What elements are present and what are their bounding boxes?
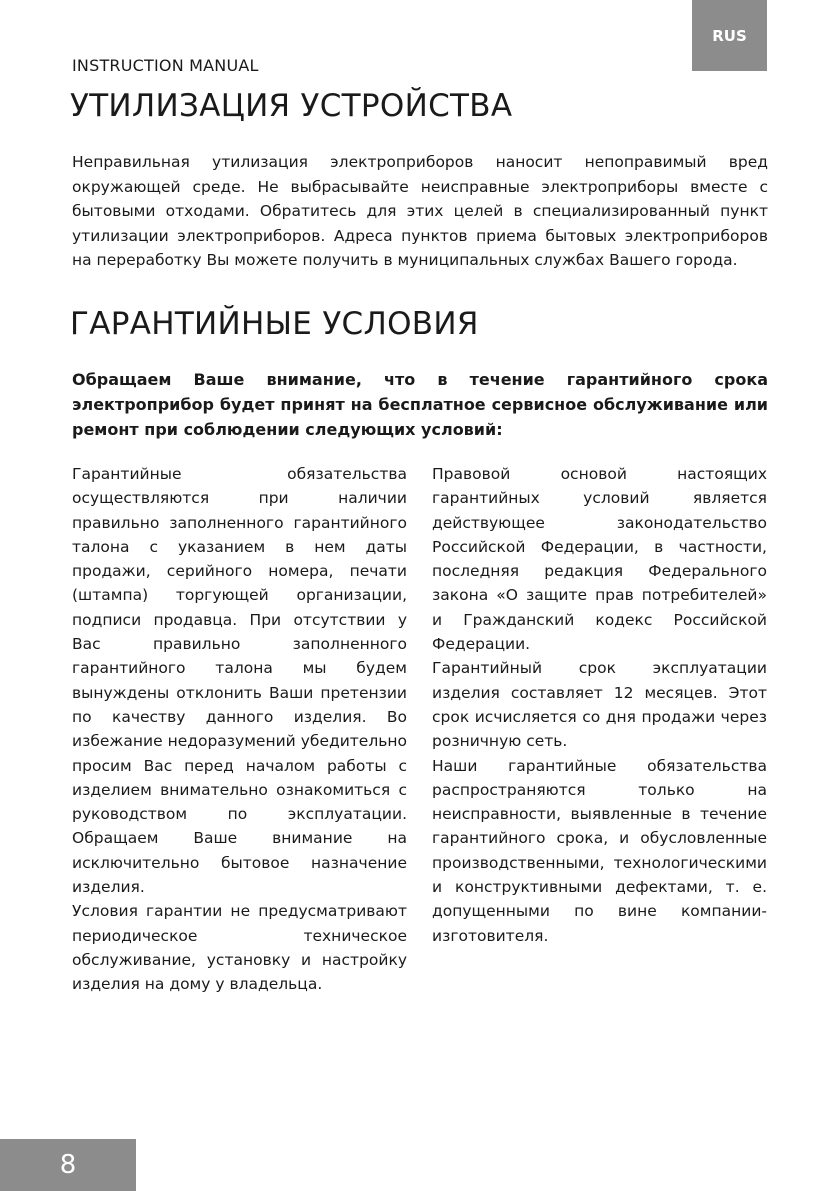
warranty-paragraph: Условия гарантии не предусматривают периодическое техническое обслуживание, установку и настройку изделия на дому у владельца. [72, 902, 407, 994]
warranty-paragraph: Наши гарантийные обязательства распространяются только на неисправности, выявленные в течение гарантийного срока, и обусловленные производственными, технологическими и конструктивными дефектами, т. е. допущенными по вине компании-изготовителя. [432, 756, 767, 945]
warranty-right-column [432, 462, 767, 948]
disposal-title: УТИЛИЗАЦИЯ УСТРОЙСТВА [70, 88, 513, 124]
language-tab: RUS [692, 0, 767, 71]
warranty-paragraph: Гарантийный срок эксплуатации изделия составляет 12 месяцев. Этот срок исчисляется со дня продажи через розничную сеть. [432, 659, 767, 751]
warranty-title: ГАРАНТИЙНЫЕ УСЛОВИЯ [70, 306, 479, 342]
warranty-paragraph: Правовой основой настоящих гарантийных условий является действующее законодательство Российской Федерации, в частности, последняя редакция Федерального закона «О защите прав потребителей» и Гражданский кодекс Российской Федерации. [432, 465, 767, 654]
disposal-text: Неправильная утилизация электроприборов наносит непоправимый вред окружающей среде. Не выбрасывайте неисправные электроприборы вместе с бытовыми отходами. Обратитесь для этих целей в специализированный пункт утилизации электроприборов. Адреса пунктов приема бытовых электроприборов на переработку Вы можете получить в муниципальных службах Вашего города. [72, 153, 768, 269]
warranty-intro: Обращаем Ваше внимание, что в течение гарантийного срока электроприбор будет принят на бесплатное сервисное обслуживание или ремонт при соблюдении следующих условий: [72, 370, 768, 439]
page-number: 8 [0, 1139, 136, 1191]
header-label: INSTRUCTION MANUAL [72, 56, 259, 75]
warranty-paragraph: Гарантийные обязательства осуществляются при наличии правильно заполненного гарантийного талона с указанием в нем даты продажи, серийного номера, печати (штампа) торгующей организации, подписи продавца. При отсутствии у Вас правильно заполненного гарантийного талона мы будем вынуждены отклонить Ваши претензии по качеству данного изделия. Во избежание недоразумений убедительно просим Вас перед началом работы с изделием внимательно ознакомиться с руководством по эксплуатации. Обращаем Ваше внимание на исключительно бытовое назначение изделия. [72, 465, 407, 897]
warranty-left-column [72, 462, 407, 997]
